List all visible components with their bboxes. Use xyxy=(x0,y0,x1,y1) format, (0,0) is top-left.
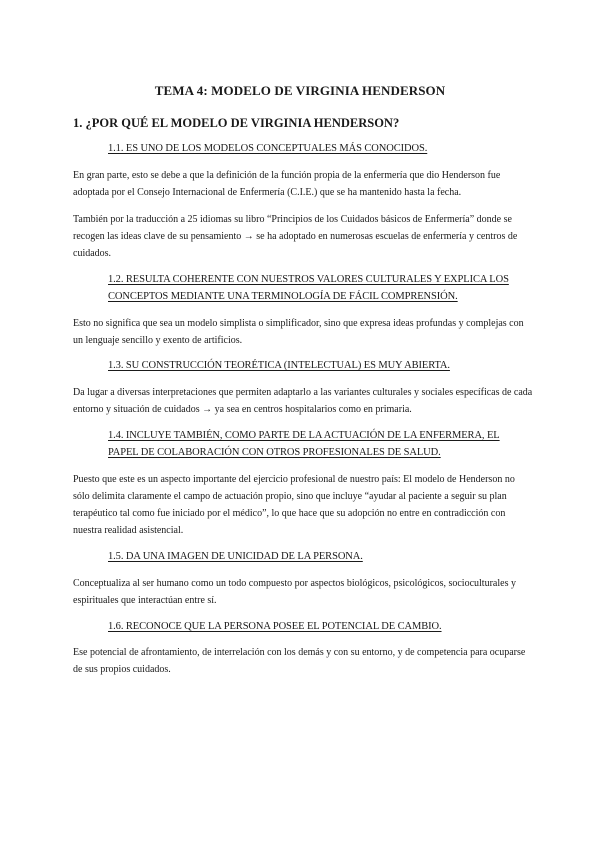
paragraph-1-6: Ese potencial de afrontamiento, de interrelación con los demás y con su entorno, y de competencia para ocuparse de sus propios cuidados. xyxy=(73,647,526,675)
subsection-heading-1-5: 1.5. DA UNA IMAGEN DE UNICIDAD DE LA PERSONA. xyxy=(108,551,363,562)
subsection-heading-1-6: 1.6. RECONOCE QUE LA PERSONA POSEE EL POTENCIAL DE CAMBIO. xyxy=(108,621,442,632)
document-title: TEMA 4: MODELO DE VIRGINIA HENDERSON xyxy=(154,83,446,98)
paragraph-1-5: Conceptualiza al ser humano como un todo compuesto por aspectos biológicos, psicológicos, socioculturales y espirituales que interactúan entre sí. xyxy=(73,578,516,606)
subsection-heading-1-4: 1.4. INCLUYE TAMBIÉN, COMO PARTE DE LA ACTUACIÓN DE LA ENFERMERA, EL PAPEL DE COLABORACIÓN CON OTROS PROFESIONALES DE SALUD. xyxy=(108,430,500,458)
paragraph-1-2: Esto no significa que sea un modelo simplista o simplificador, sino que expresa ideas profundas y complejas con un lenguaje sencillo y exento de artificios. xyxy=(73,318,524,346)
paragraph-1-3: Da lugar a diversas interpretaciones que permiten adaptarlo a las variantes culturales y sociales específicas de cada entorno y situación de cuidados → ya sea en centros hospitalarios como en primaria. xyxy=(73,387,533,415)
section-heading: 1. ¿POR QUÉ EL MODELO DE VIRGINIA HENDERSON? xyxy=(73,116,400,130)
subsection-heading-1-2: 1.2. RESULTA COHERENTE CON NUESTROS VALORES CULTURALES Y EXPLICA LOS CONCEPTOS MEDIANTE UNA TERMINOLOGÍA DE FÁCIL COMPRENSIÓN. xyxy=(108,274,509,302)
subsection-heading-1-3: 1.3. SU CONSTRUCCIÓN TEORÉTICA (INTELECTUAL) ES MUY ABIERTA. xyxy=(108,360,450,371)
paragraph-1-4: Puesto que este es un aspecto importante del ejercicio profesional de nuestro país: El modelo de Henderson no sólo delimita claramente el campo de actuación propio, sino que incluye “ayudar al paciente a seguir su plan terapéutico tal como fue iniciado por el médico”, lo que hace que su adopción no entre en contradicción con nuestra realidad asistencial. xyxy=(73,474,515,536)
paragraph-1-1-a: En gran parte, esto se debe a que la definición de la función propia de la enfermería que dio Henderson fue adoptada por el Consejo Internacional de Enfermería (C.I.E.) que se ha mantenido hasta la fecha. xyxy=(73,170,501,198)
subsection-heading-1-1: 1.1. ES UNO DE LOS MODELOS CONCEPTUALES MÁS CONOCIDOS. xyxy=(108,143,428,154)
paragraph-1-1-b: También por la traducción a 25 idiomas su libro “Principios de los Cuidados básicos de Enfermería” donde se recogen las ideas clave de su pensamiento → se ha adoptado en numerosas escuelas de enfermería y centros de cuidados. xyxy=(73,214,518,259)
